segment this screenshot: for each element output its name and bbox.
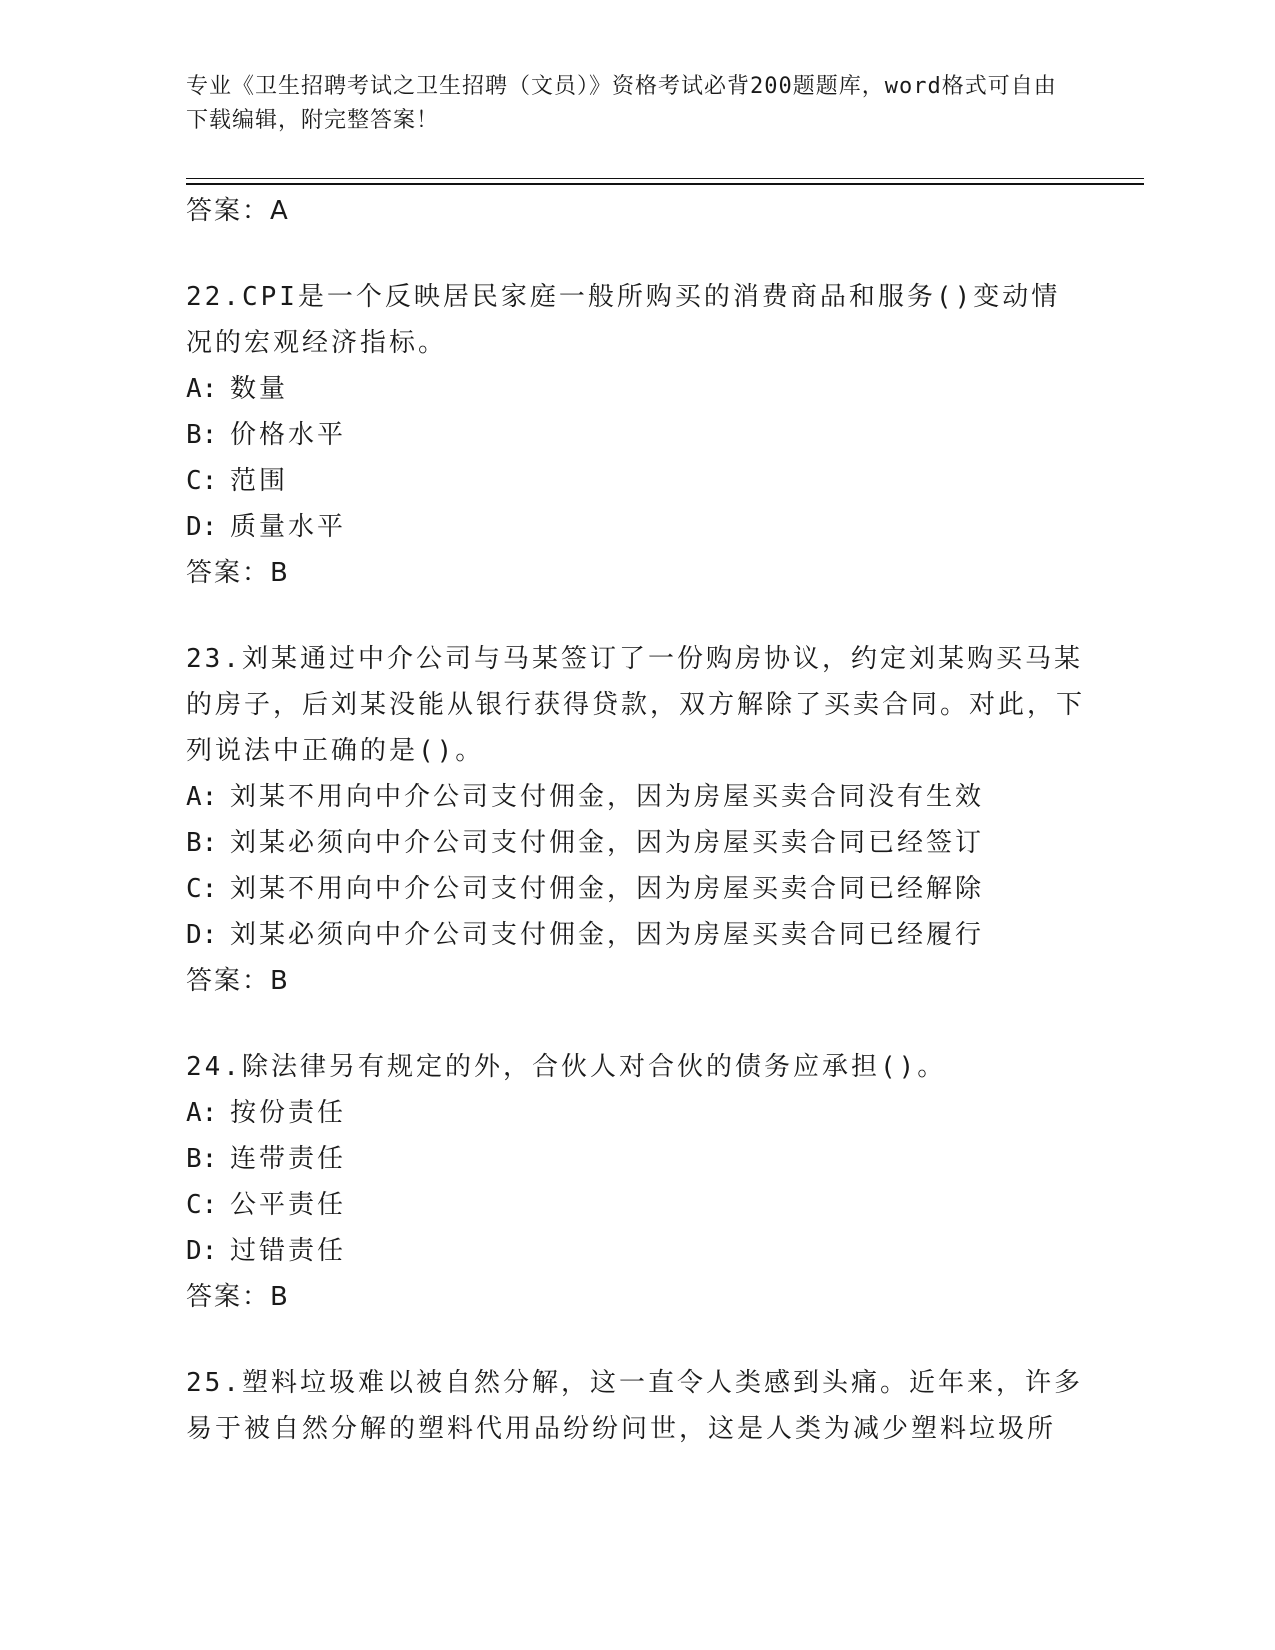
question-25 — [186, 1360, 1086, 1452]
option-text: 价格水平 — [230, 420, 347, 450]
question-24 — [186, 1044, 1086, 1320]
option-letter: A: — [186, 782, 218, 812]
answer-label: 答案：B — [186, 1282, 290, 1312]
option-d — [186, 912, 1086, 958]
option-letter: A: — [186, 374, 218, 404]
option-text: 刘某不用向中介公司支付佣金，因为房屋买卖合同没有生效 — [230, 782, 985, 812]
option-c — [186, 458, 1086, 504]
option-text: 刘某必须向中介公司支付佣金，因为房屋买卖合同已经履行 — [230, 920, 985, 950]
spacer — [186, 234, 1086, 274]
question-text: 22.CPI是一个反映居民家庭一般所购买的消费商品和服务()变动情况的宏观经济指标。 — [186, 282, 1061, 358]
option-text: 连带责任 — [230, 1144, 347, 1174]
question-23 — [186, 636, 1086, 1004]
question-text: 25.塑料垃圾难以被自然分解，这一直令人类感到头痛。近年来，许多易于被自然分解的塑料代用品纷纷问世，这是人类为减少塑料垃圾所 — [186, 1368, 1083, 1444]
option-b — [186, 1136, 1086, 1182]
answer-label: 答案：B — [186, 558, 290, 588]
option-text: 质量水平 — [230, 512, 347, 542]
option-c — [186, 1182, 1086, 1228]
document-header: 专业《卫生招聘考试之卫生招聘（文员）》资格考试必背200题题库，word格式可自由下载编辑，附完整答案！ — [186, 74, 1057, 133]
header-divider-thick — [186, 183, 1144, 185]
option-letter: B: — [186, 828, 218, 858]
question-list — [186, 188, 1086, 1452]
option-letter: A: — [186, 1098, 218, 1128]
option-letter: D: — [186, 920, 218, 950]
option-letter: C: — [186, 1190, 218, 1220]
header-divider — [186, 178, 1144, 179]
option-letter: C: — [186, 466, 218, 496]
option-a — [186, 1090, 1086, 1136]
option-d — [186, 1228, 1086, 1274]
option-letter: D: — [186, 1236, 218, 1266]
spacer — [186, 1320, 1086, 1360]
answer-label: 答案：B — [186, 966, 290, 996]
option-text: 刘某必须向中介公司支付佣金，因为房屋买卖合同已经签订 — [230, 828, 985, 858]
question-text: 23.刘某通过中介公司与马某签订了一份购房协议，约定刘某购买马某的房子，后刘某没能从银行获得贷款，双方解除了买卖合同。对此，下列说法中正确的是()。 — [186, 644, 1086, 766]
spacer — [186, 596, 1086, 636]
option-d — [186, 504, 1086, 550]
option-text: 过错责任 — [230, 1236, 347, 1266]
option-text: 公平责任 — [230, 1190, 347, 1220]
option-letter: C: — [186, 874, 218, 904]
question-text: 24.除法律另有规定的外，合伙人对合伙的债务应承担()。 — [186, 1052, 947, 1082]
option-b — [186, 820, 1086, 866]
question-22 — [186, 274, 1086, 596]
answer-label: 答案：A — [186, 196, 290, 226]
option-a — [186, 774, 1086, 820]
option-text: 刘某不用向中介公司支付佣金，因为房屋买卖合同已经解除 — [230, 874, 985, 904]
option-b — [186, 412, 1086, 458]
option-text: 按份责任 — [230, 1098, 347, 1128]
option-c — [186, 866, 1086, 912]
option-letter: B: — [186, 1144, 218, 1174]
option-a — [186, 366, 1086, 412]
option-letter: B: — [186, 420, 218, 450]
option-letter: D: — [186, 512, 218, 542]
spacer — [186, 1004, 1086, 1044]
option-text: 数量 — [230, 374, 289, 404]
option-text: 范围 — [230, 466, 289, 496]
